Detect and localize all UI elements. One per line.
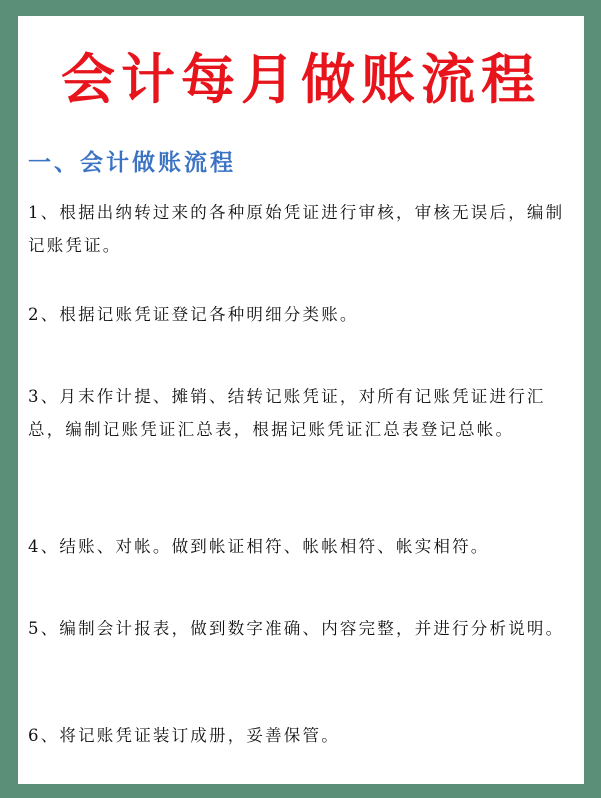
- step-item-4: 4、结账、对帐。做到帐证相符、帐帐相符、帐实相符。: [28, 537, 490, 556]
- step-item-5: 5、编制会计报表，做到数字准确、内容完整，并进行分析说明。: [28, 619, 565, 638]
- step-item-1: 1、根据出纳转过来的各种原始凭证进行审核，审核无误后，编制记账凭证。: [28, 203, 565, 255]
- section-heading: 一、会计做账流程: [28, 150, 236, 176]
- page-title: 会计每月做账流程: [61, 47, 541, 111]
- step-item-3: 3、月末作计提、摊销、结转记账凭证，对所有记账凭证进行汇总，编制记账凭证汇总表，根据记账凭证汇总表登记总帐。: [28, 387, 546, 439]
- step-item-2: 2、根据记账凭证登记各种明细分类账。: [28, 305, 359, 324]
- document-card: [18, 16, 584, 784]
- step-item-6: 6、将记账凭证装订成册，妥善保管。: [28, 726, 340, 745]
